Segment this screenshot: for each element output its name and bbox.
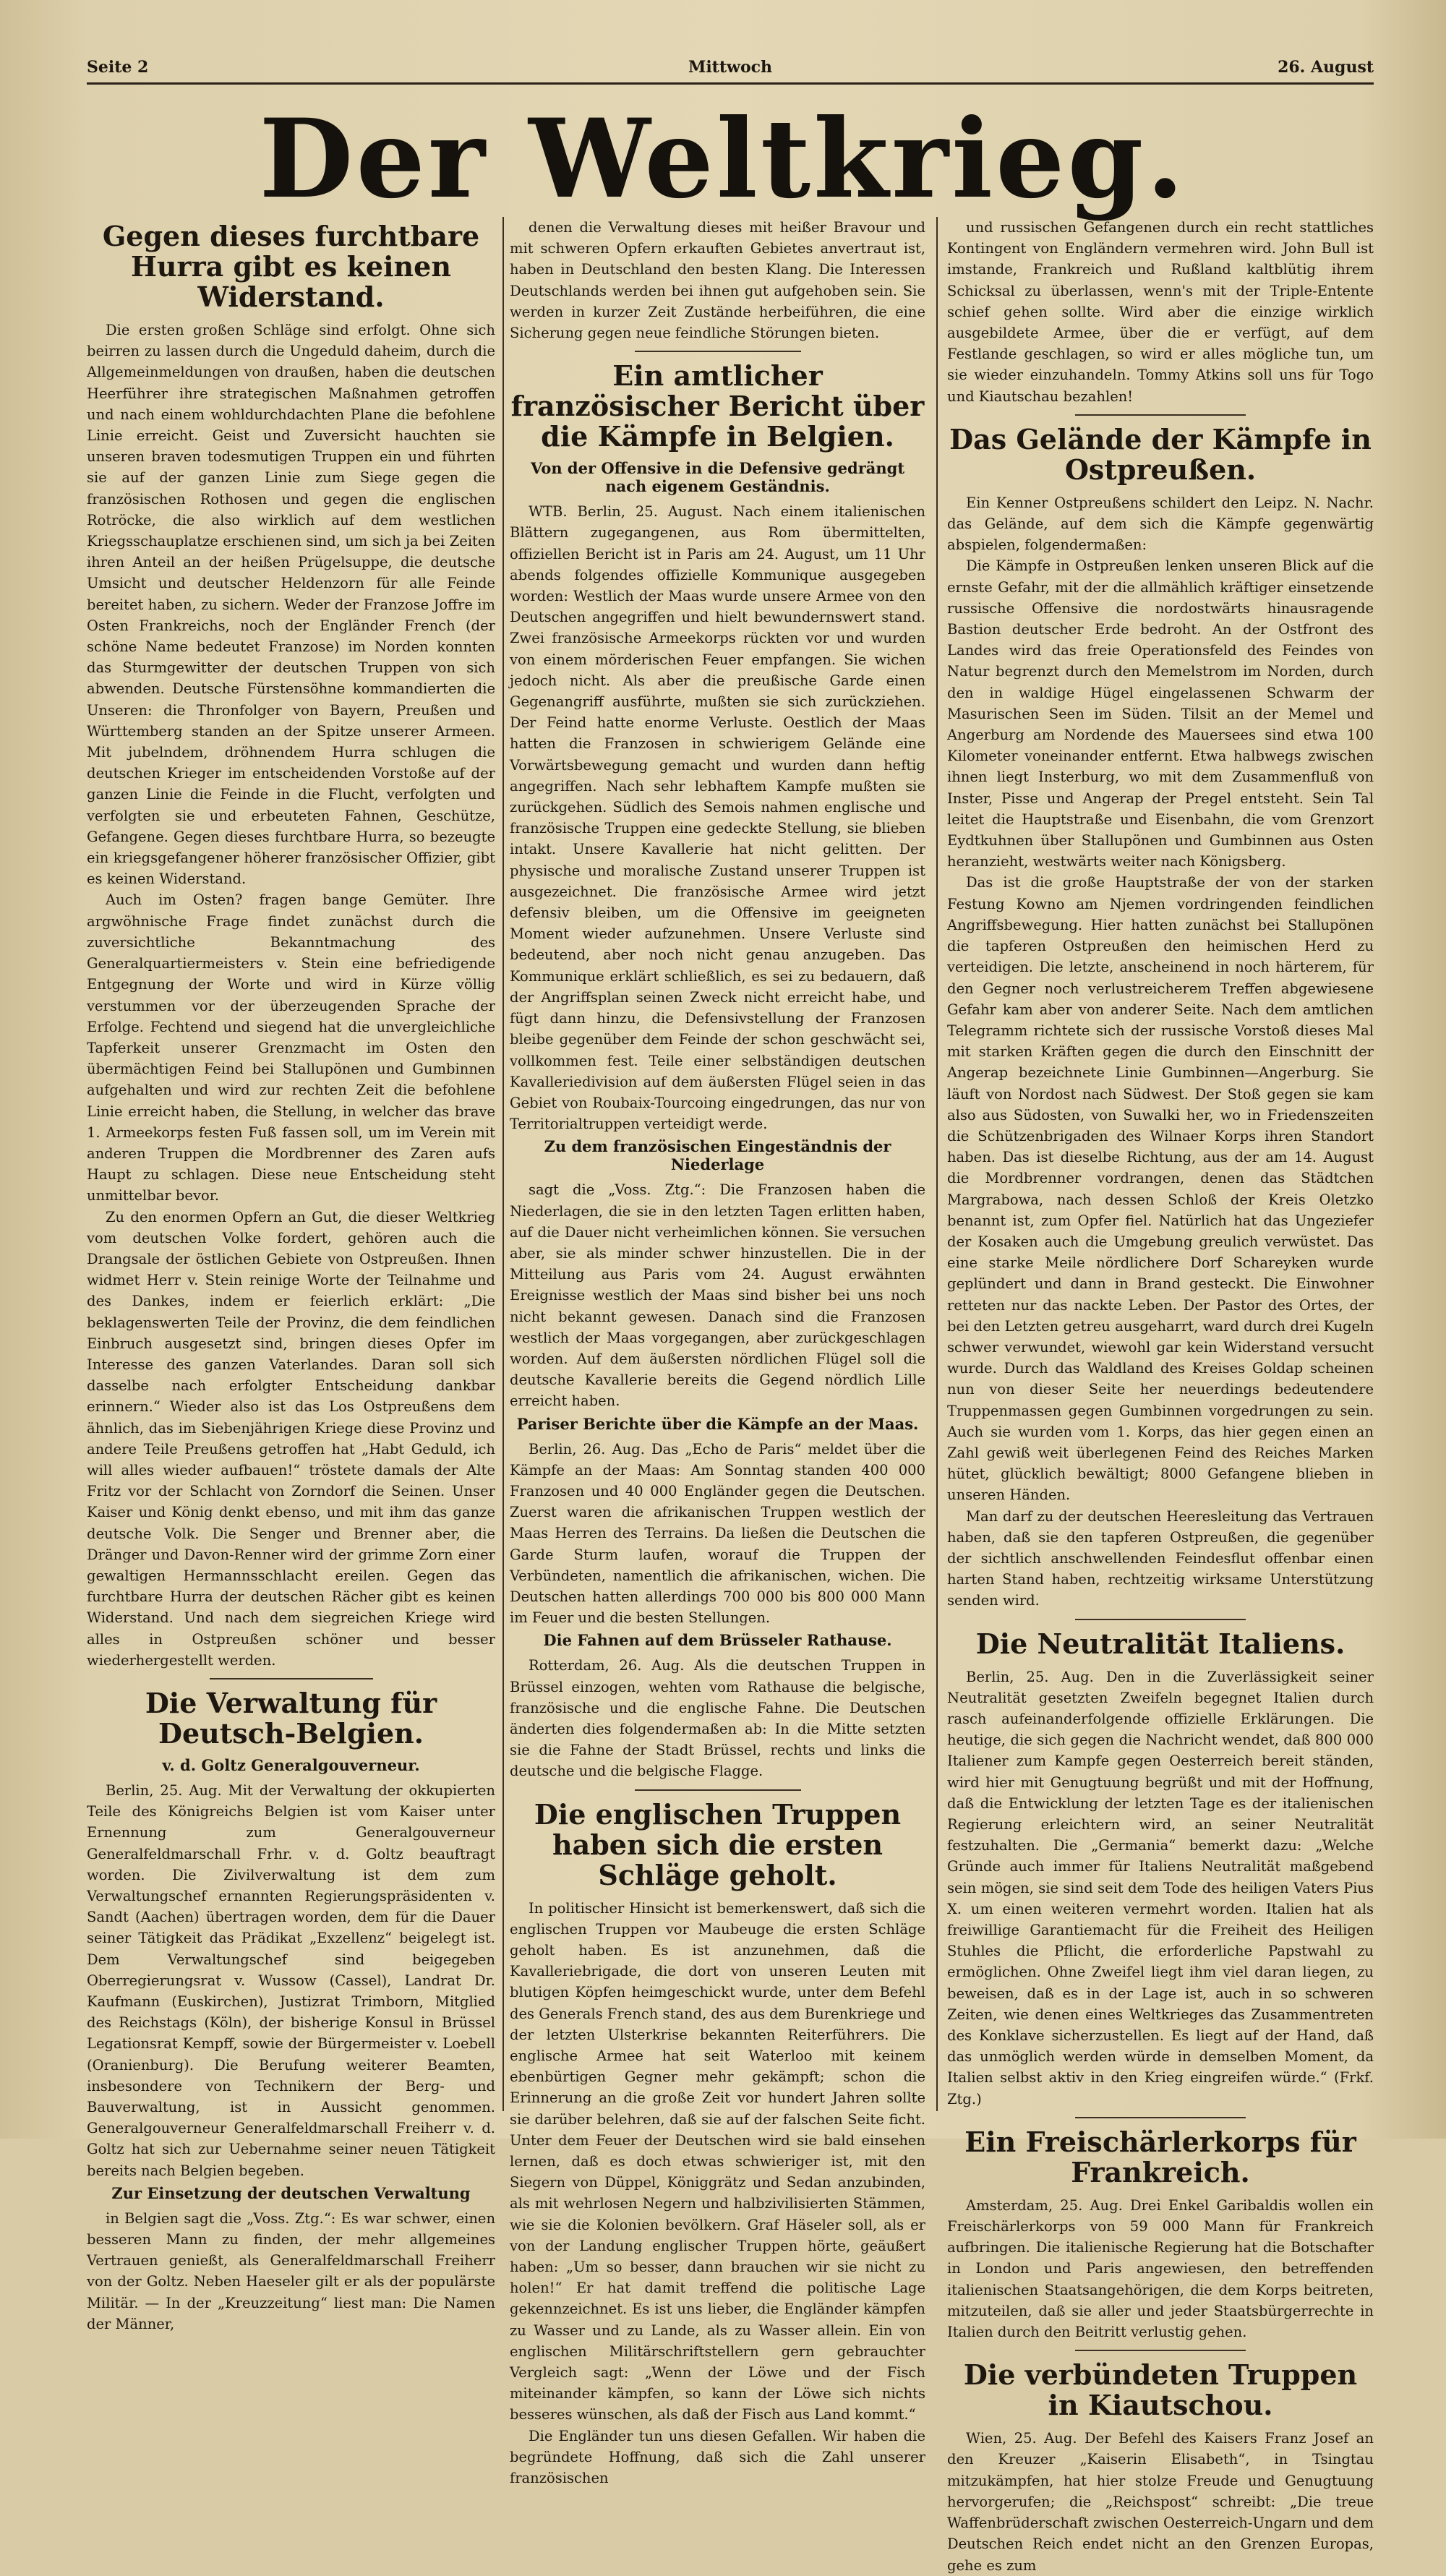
column-3 bbox=[947, 217, 1374, 2574]
paragraph: Rotterdam, 26. Aug. Als die deutschen Truppen in Brüssel einzogen, wehten vom Rathause die belgische, französische und die englische Fahne. Die Deutschen änderten dies folgendermaßen ab: In die Mitte setzten sie die Fahne der Stadt Brüssel, rechts und links die deutsche und die belgische Flagge. bbox=[510, 1657, 925, 1780]
paragraph: Zu den enormen Opfern an Gut, die dieser Weltkrieg vom deutschen Volke fordert, gehören auch die Drangsale der östlichen Gebiete von Ostpreußen. Ihnen widmet Herr v. Stein reinige Worte der Teilnahme und des Dankes, indem er feierlich erklärt: „Die beklagenswerten Teile der Provinz, die dem feindlichen Einbruch ausgesetzt sind, bringen dieses Opfer im Interesse des ganzen Vaterlandes. Daran soll sich dasselbe nach erfolgter Entscheidung dankbar erinnern.“ Wieder also ist das Los Ostpreußens dem ähnlich, das im Siebenjährigen Kriege diese Provinz und andere Teile Preußens getroffen hat „Habt Geduld, ich will alles wieder aufbauen!“ tröstete damals der Alte Fritz vor der Schlacht von Zorndorf die Seinen. Unser Kaiser und König denkt ebenso, und mit ihm das ganze deutsche Volk. Die Senger und Brenner aber, die Dränger und Davon-Renner wird der grimme Zorn einer gewaltigen Hermannsschlacht ereilen. Gegen das furchtbare Hurra der deutschen Rächer gibt es keinen Widerstand. Und nach dem siegreichen Kriege wird alles in Ostpreußen schöner und besser wiederhergestellt werden. bbox=[87, 1208, 495, 1669]
paragraph: Die Engländer tun uns diesen Gefallen. Wir haben die begründete Hoffnung, daß sich die Zahl unserer französischen bbox=[510, 2427, 925, 2487]
paragraph: Man darf zu der deutschen Heeresleitung das Vertrauen haben, daß sie den tapferen Ostpreußen, die gegenüber der sichtlich anschwellenden Feindesflut offenbar einen harten Stand haben, rechtzeitig wirksame Unterstützung senden wird. bbox=[947, 1507, 1374, 1609]
running-header bbox=[87, 58, 1374, 81]
article-separator bbox=[1075, 1619, 1246, 1620]
paragraph: Das ist die große Hauptstraße der von der starken Festung Kowno am Njemen vordringenden feindlichen Angriffsbewegung. Hier hatten zunächst bei Stallupönen die tapferen Ostpreußen den heimischen Herd zu verteidigen. Die letzte, anscheinend in noch härterem, für den Gegner noch verlustreicherem Treffen abgewiesene Gefahr kam aber von anderer Seite. Nach dem amtlichen Telegramm richtete sich der russische Vorstoß dieses Mal mit starken Kräften gegen die durch den Einschnitt der Angerap bezeichnete Linie Gumbinnen—Angerburg. Sie läuft von Nordost nach Südwest. Der Stoß gegen sie kam also aus Südosten, von Suwalki her, wo in Friedenszeiten die Schützenbrigaden des Wilnaer Korps ihren Standort haben. Das ist dieselbe Richtung, aus der am 14. August die Mordbrenner vordrangen, denen das Städtchen Margrabowa, nach dessen Schloß der Kreis Oletzko benannt ist, zum Opfer fiel. Natürlich hat das Ungeziefer der Kosaken auch die Umgebung greulich verwüstet. Das eine starke Meile nördlichere Dorf Schareyken wurde geplündert und dann in Brand gesteckt. Die Einwohner retteten nur das nackte Leben. Der Pastor des Ortes, der bei den Letzten getreu ausgeharrt, ward durch drei Kugeln schwer verwundet, wiewohl gar kein Widerstand versucht wurde. Durch das Waldland des Kreises Goldap scheinen nun von dieser Seite her neuerdings bedeutendere Truppenmassen gegen Gumbinnen vorgedrungen zu sein. Auch sie wurden vom 1. Korps, das hier gegen einen an Zahl gewiß weit überlegenen Feind des Reiches Marken hütet, glücklich bewältigt; 8000 Gefangene blieben in unseren Händen. bbox=[947, 874, 1374, 1504]
subheadline: v. d. Goltz Generalgouverneur. bbox=[162, 1756, 420, 1774]
subheadline: Zur Einsetzung der deutschen Verwaltung bbox=[111, 2183, 471, 2202]
weekday: Mittwoch bbox=[688, 58, 773, 77]
paragraph: Berlin, 25. Aug. Den in die Zuverlässigkeit seiner Neutralität gesetzten Zweifeln begegnet Italien durch rasch aufeinanderfolgende offizielle Erklärungen. Die heutige, die sich gegen die Nachricht wendet, daß 800 000 Italiener zum Kampfe gegen Oesterreich bereit ständen, wird hier mit Genugtuung begrüßt und mit der Hoffnung, daß die Entwicklung der letzten Tage es der italienischen Regierung erleichtern wird, an seiner Neutralität festzuhalten. Die „Germania“ bemerkt dazu: „Welche Gründe auch immer für Italiens Neutralität maßgebend sein mögen, sie sind seit dem Tode des heiligen Vaters Pius X. um einen weiteren vermehrt worden. Italien hat als freiwillige Garantiemacht für die Freiheit des Heiligen Stuhles die Pflicht, die erforderliche Papstwahl zu ermöglichen. Ohne Zweifel liegt ihm viel daran liegen, zu beweisen, daß es in der Lage ist, auch in so schweren Zeiten, wie denen eines Weltkrieges das Zusammentreten des Konklave sicherzustellen. Es liegt auf der Hand, daß das unmöglich werden würde in demselben Moment, da Italien selbst aktiv in den Krieg eingreifen würde.“ (Frkf. Ztg.) bbox=[947, 1668, 1374, 2108]
column-1 bbox=[87, 217, 495, 2332]
headline: Ein Freischärlerkorps für Frankreich. bbox=[964, 2125, 1356, 2188]
column-2 bbox=[510, 217, 925, 2487]
article-separator bbox=[1075, 414, 1246, 416]
paragraph: Berlin, 26. Aug. Das „Echo de Paris“ meldet über die Kämpfe an der Maas: Am Sonntag standen 400 000 Franzosen und 40 000 Engländer gegen die Deutschen. Zuerst waren die afrikanischen Truppen westlich der Maas Herren des Terrains. Da ließen die Deutschen die Garde Sturm laufen, worauf die Truppen der Verbündeten, namentlich die afrikanischen, wichen. Die Deutschen hatten allerdings 700 000 bis 800 000 Mann im Feuer und die besten Stellungen. bbox=[510, 1440, 925, 1627]
paragraph: Ein Kenner Ostpreußens schildert den Leipz. N. Nachr. das Gelände, auf dem sich die Kämpfe gegenwärtig abspielen, folgendermaßen: bbox=[947, 494, 1374, 554]
paragraph: WTB. Berlin, 25. August. Nach einem italienischen Blättern zugegangenen, aus Rom übermittelten, offiziellen Bericht ist in Paris am 24. August, um 11 Uhr abends folgendes offizielle Kommunique ausgegeben worden: Westlich der Maas wurde unsere Armee von den Deutschen angegriffen und hielt bewundernswert stand. Zwei französische Armeekorps rückten vor und wurden von einem mörderischen Feuer empfangen. Sie wichen jedoch nicht. Als aber die preußische Garde einen Gegenangriff ausführte, mußten sie sich zurückziehen. Der Feind hatte enorme Verluste. Oestlich der Maas hatten die Franzosen in schwierigem Gelände eine Vorwärtsbewegung gemacht und wurden dann heftig angegriffen. Nach sehr lebhaftem Kampfe mußten sie zurückgehen. Südlich des Semois nahmen englische und französische Truppen eine gedeckte Stellung, sie blieben intakt. Unsere Kavallerie hat nicht gelitten. Der physische und moralische Zustand unserer Truppen ist ausgezeichnet. Die französische Armee wird jetzt defensiv bleiben, um die Offensive im geeigneten Moment wieder aufzunehmen. Unsere Verluste sind bedeutend, aber noch nicht genau anzugeben. Das Kommunique erklärt schließlich, es sei zu bedauern, daß der Angriffsplan seinen Zweck nicht erreicht habe, und fügt dann hinzu, die Defensivstellung der Franzosen bleibe gegenüber dem Feinde der schon geschwächt sei, vollkommen fest. Teile einer selbständigen deutschen Kavalleriedivision auf dem äußersten Flügel seien in das Gebiet von Roubaix-Tourcoing eingedrungen, das nur von Territorialtruppen verteidigt werde. bbox=[510, 503, 925, 1133]
headline: Die verbündeten Truppen in Kiautschou. bbox=[963, 2358, 1358, 2422]
article-separator bbox=[1075, 2117, 1246, 2118]
paragraph: Auch im Osten? fragen bange Gemüter. Ihre argwöhnische Frage findet zunächst durch die zuversichtliche Bekanntmachung des Generalquartiermeisters v. Stein eine befriedigende Entgegnung der Worte und wird in Kürze völlig verstummen vor der überzeugenden Sprache der Erfolge. Fechtend und siegend hat die unvergleichliche Tapferkeit unserer Grenzmacht im Osten den übermächtigen Feind bei Stallupönen und Gumbinnen aufgehalten und wird zur rechten Zeit die befohlene Linie erreicht haben, die Stellung, in welcher das brave 1. Armeekorps festen Fuß fassen soll, um im Verein mit anderen Truppen die Mordbrenner des Zaren aufs Haupt zu schlagen. Diese neue Entscheidung steht unmittelbar bevor. bbox=[87, 891, 495, 1204]
column-divider bbox=[502, 217, 504, 2111]
page-number: Seite 2 bbox=[87, 58, 149, 77]
article-separator bbox=[210, 1678, 373, 1679]
paragraph: Amsterdam, 25. Aug. Drei Enkel Garibaldis wollen ein Freischärlerkorps von 59 000 Mann für Frankreich aufbringen. Die italienische Regierung hat die Botschafter in London und Paris angewiesen, den betreffenden italienischen Staatsangehörigen, die dem Korps beitreten, mitzuteilen, daß sie aller und jeder Staatsbürgerrechte in Italien durch den Beitritt verlustig gehen. bbox=[947, 2196, 1374, 2341]
headline: Die Verwaltung für Deutsch-Belgien. bbox=[145, 1687, 437, 1750]
article-separator bbox=[635, 1789, 801, 1791]
paragraph: in Belgien sagt die „Voss. Ztg.“: Es war schwer, einen besseren Mann zu finden, der mehr allgemeines Vertrauen genießt, als Generalfeldmarschall Freiherr von der Goltz. Neben Haeseler gilt er als der populärste Militär. — In der „Kreuzzeitung“ liest man: Die Namen der Männer, bbox=[87, 2209, 495, 2332]
paragraph: In politischer Hinsicht ist bemerkenswert, daß sich die englischen Truppen vor Maubeuge die ersten Schläge geholt haben. Es ist anzunehmen, daß die Kavalleriebrigade, die dort von unseren Leuten mit blutigen Köpfen heimgeschickt wurde, unter dem Befehl des Generals French stand, des aus dem Burenkriege und der letzten Ulsterkrise bekannten Reiterführers. Die englische Armee hat seit Waterloo mit keinem ebenbürtigen Gegner mehr gekämpft; schon die Erinnerung an die große Zeit vor hundert Jahren sollte sie darüber belehren, daß sie auf der falschen Seite ficht. Unter dem Feuer der Deutschen wird sie bald einsehen lernen, daß es doch etwas schwieriger ist, mit den Siegern von Düppel, Königgrätz und Sedan anzubinden, als mit wehrlosen Negern und halbzivilisierten Stämmen, wie sie die Kolonien bevölkern. Graf Häseler soll, als er von der Landung englischer Truppen hörte, geäußert haben: „Um so besser, dann brauchen wir sie nicht zu holen!“ Er hat damit treffend die politische Lage gekennzeichnet. Es ist uns lieber, die Engländer kämpfen zu Wasser und zu Lande, als zu Wasser allein. Ein von englischen Militärschriftstellern gern gebrauchter Vergleich sagt: „Wenn der Löwe und der Fisch miteinander kämpfen, so kann der Löwe sich nichts besseres wünschen, als daß der Fisch aus Land kommt.“ bbox=[510, 1899, 925, 2423]
paragraph: Die Kämpfe in Ostpreußen lenken unseren Blick auf die ernste Gefahr, mit der die allmählich kräftiger einsetzende russische Offensive die nordostwärts hinausragende Bastion deutscher Erde bedroht. An der Ostfront des Landes wird das freie Operationsfeld des Feindes von Natur begrenzt durch den Memelstrom im Norden, durch den in waldige Hügel eingelassenen Schwarm der Masurischen Seen im Süden. Tilsit an der Memel und Angerburg am Nordende des Mauersees sind etwa 100 Kilometer voneinander entfernt. Etwa halbwegs zwischen ihnen liegt Insterburg, wo mit dem Zusammenfluß von Inster, Pisse und Angerap der Pregel entsteht. Sein Tal leitet die Hauptstraße und Eisenbahn, die vom Grenzort Eydtkuhnen über Stallupönen und Gumbinnen aus Osten heranzieht, westwärts weiter nach Königsberg. bbox=[947, 557, 1374, 870]
page-title: Der Weltkrieg. bbox=[259, 95, 1187, 223]
paragraph: und russischen Gefangenen durch ein recht stattliches Kontingent von Engländern vermehren wird. John Bull ist imstande, Frankreich und Rußland kaltblütig ihrem Schicksal zu überlassen, wenn's mit der Triple-Entente schief gehen sollte. Wird aber die einzige wirklich ausgebildete Armee, über die er verfügt, auf dem Festlande geschlagen, so wird er alles mögliche tun, um sie wieder einzuhandeln. Tommy Atkins soll uns für Togo und Kiautschau bezahlen! bbox=[947, 219, 1374, 405]
headline: Das Gelände der Kämpfe in Ostpreußen. bbox=[949, 422, 1372, 486]
article-separator bbox=[635, 351, 801, 352]
headline: Die englischen Truppen haben sich die ersten Schläge geholt. bbox=[534, 1797, 902, 1891]
headline: Die Neutralität Italiens. bbox=[975, 1627, 1346, 1660]
column-divider bbox=[936, 217, 938, 2111]
subheadline: Pariser Berichte über die Kämpfe an der Maas. bbox=[516, 1414, 919, 1433]
paragraph: sagt die „Voss. Ztg.“: Die Franzosen haben die Niederlagen, die sie in den letzten Tagen erlitten haben, auf die Dauer nicht verheimlichen können. Sie versuchen aber, sie als minder schwer hinzustellen. Die in der Mitteilung aus Paris vom 24. August erwähnten Ereignisse westlich der Maas sind bisher bei uns noch nicht bekannt gewesen. Danach sind die Franzosen westlich der Maas vorgegangen, aber zurückgeschlagen worden. Auf dem äußersten nördlichen Flügel soll die deutsche Kavallerie bereits die Gegend nördlich Lille erreicht haben. bbox=[510, 1181, 925, 1410]
date: 26. August bbox=[1278, 58, 1374, 77]
header-rule bbox=[87, 82, 1374, 85]
headline: Gegen dieses furchtbare Hurra gibt es keinen Widerstand. bbox=[102, 220, 480, 313]
paragraph: denen die Verwaltung dieses mit heißer Bravour und mit schweren Opfern erkauften Gebietes anvertraut ist, haben in Deutschland den besten Klang. Die Interessen Deutschlands werden bei ihnen gut aufgehoben sein. Sie werden in kurzer Zeit Zustände herbeiführen, die eine Sicherung gegen neue feindliche Störungen bieten. bbox=[510, 219, 925, 342]
article-separator bbox=[1075, 2350, 1246, 2351]
paragraph: Die ersten großen Schläge sind erfolgt. Ohne sich beirren zu lassen durch die Ungeduld daheim, durch die Allgemeinmeldungen von draußen, haben die deutschen Heerführer ihre strategischen Maßnahmen getroffen und nach einem wohldurchdachten Plane die befohlene Linie erreicht. Geist und Zuversicht hauchten sie unseren braven todesmutigen Truppen ein und führten sie auf der ganzen Linie zum Siege gegen die französischen Rothosen und gegen die englischen Rotröcke, die also wirklich auf dem westlichen Kriegsschauplatze erschienen sind, um sich ja bei Zeiten ihren Anteil an der heißen Prügelsuppe, die deutsche Umsicht und deutscher Heldenzorn für alle Feinde bereitet haben, zu sichern. Weder der Franzose Joffre im Osten Frankreichs, noch der Engländer French (der schöne Name bedeutet Franzose) im Norden konnten das Sturmgewitter der deutschen Truppen von sich abwenden. Deutsche Fürstensöhne kommandierten die Unseren: die Thronfolger von Bayern, Preußen und Württemberg standen an der Spitze unserer Armeen. Mit jubelndem, dröhnendem Hurra schlugen die deutschen Krieger im entscheidenden Vorstoße auf der ganzen Linie die Feinde in die Flucht, verfolgten und verfolgten sie und erbeuteten Fahnen, Geschütze, Gefangene. Gegen dieses furchtbare Hurra, so bezeugte ein kriegsgefangener höherer französischer Offizier, gibt es keinen Widerstand. bbox=[87, 322, 495, 888]
subheadline: Die Fahnen auf dem Brüsseler Rathause. bbox=[543, 1631, 892, 1650]
paragraph: Berlin, 25. Aug. Mit der Verwaltung der okkupierten Teile des Königreichs Belgien ist vom Kaiser unter Ernennung zum Generalgouverneur Generalfeldmarschall Frhr. v. d. Goltz beauftragt worden. Die Zivilverwaltung ist dem zum Verwaltungschef ernannten Regierungspräsidenten v. Sandt (Aachen) übertragen worden, dem für die Dauer seiner Tätigkeit das Prädikat „Exzellenz“ beigelegt ist. Dem Verwaltungschef sind beigegeben Oberregierungsrat v. Wussow (Cassel), Landrat Dr. Kaufmann (Euskirchen), Justizrat Trimborn, Mitglied des Reichstags (Köln), der bisherige Konsul in Brüssel Legationsrat Kempff, sowie der Bürgermeister v. Loebell (Oranienburg). Die Berufung weiterer Beamten, insbesondere von Technikern der Berg- und Bauverwaltung, ist in Aussicht genommen. Generalgouverneur Generalfeldmarschall Freiherr v. d. Goltz hat sich zur Uebernahme seiner neuen Tätigkeit bereits nach Belgien begeben. bbox=[87, 1782, 495, 2179]
headline: Ein amtlicher französischer Bericht über die Kämpfe in Belgien. bbox=[510, 359, 925, 453]
subheadline: Zu dem französischen Eingeständnis der Niederlage bbox=[544, 1137, 891, 1174]
paragraph: Wien, 25. Aug. Der Befehl des Kaisers Franz Josef an den Kreuzer „Kaiserin Elisabeth“, in Tsingtau mitzukämpfen, hat hier stolze Freude und Genugtuung hervorgerufen; die „Reichspost“ schreibt: „Die treue Waffenbrüderschaft zwischen Oesterreich-Ungarn und dem Deutschen Reich endet nicht an den Grenzen Europas, gehe es zum bbox=[947, 2430, 1374, 2574]
subheadline: Von der Offensive in die Defensive gedrängt nach eigenem Geständnis. bbox=[530, 459, 905, 496]
